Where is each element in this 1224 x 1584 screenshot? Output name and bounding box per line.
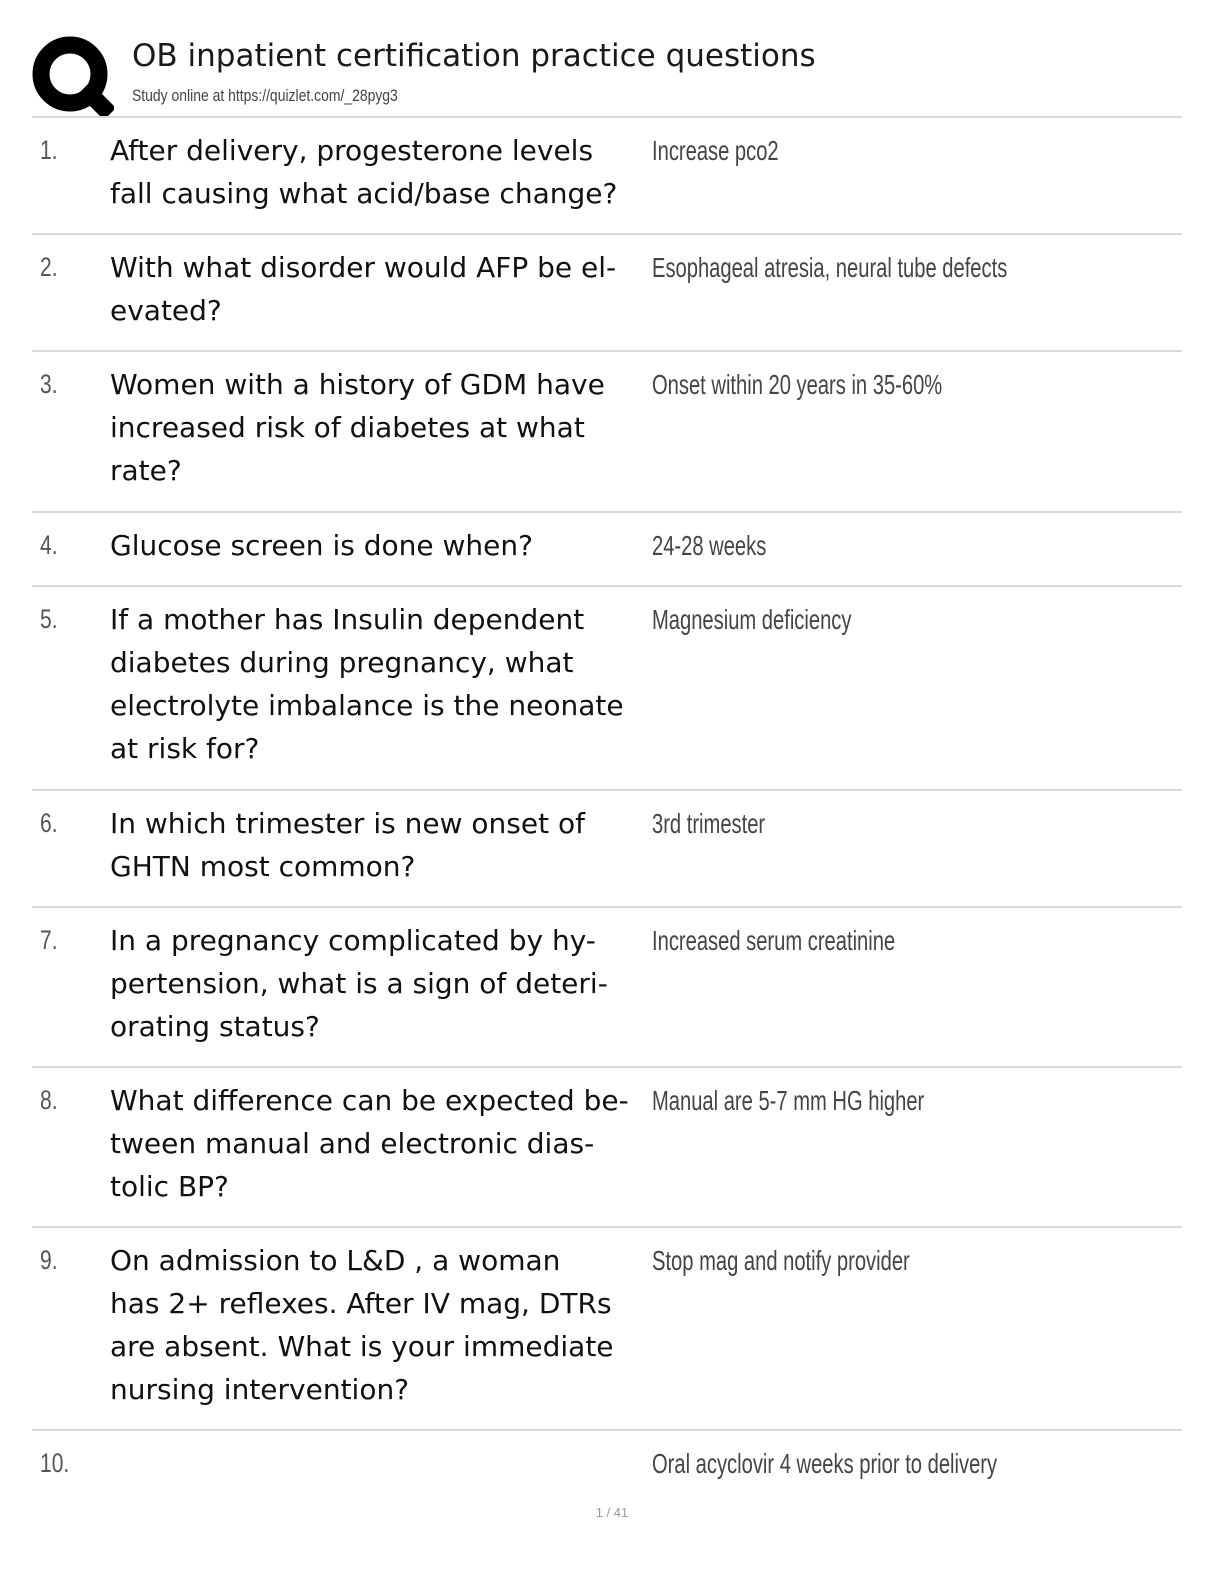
- card-term-line: rate?: [110, 454, 182, 487]
- page-header: [32, 32, 1182, 116]
- card-definition: Esophageal atresia, neural tube defects: [652, 252, 1008, 283]
- card-term-line: fall causing what acid/base change?: [110, 177, 618, 210]
- card-definition: Magnesium deficiency: [652, 604, 852, 635]
- card-term-line: In which trimester is new onset of: [110, 807, 585, 840]
- card-number: 5.: [40, 604, 58, 634]
- card-divider: [32, 789, 1182, 791]
- card-term-line: In a pregnancy complicated by hy-: [110, 924, 596, 957]
- card-term-line: Glucose screen is done when?: [110, 529, 533, 562]
- card-divider: [32, 511, 1182, 513]
- card-divider: [32, 233, 1182, 235]
- card-term: [110, 802, 650, 888]
- card-number: 1.: [40, 135, 58, 165]
- card-term-line: Women with a history of GDM have: [110, 368, 605, 401]
- card-definition: Increased serum creatinine: [652, 925, 896, 956]
- card-number: 9.: [40, 1245, 58, 1275]
- card-term-line: evated?: [110, 294, 222, 327]
- card-definition: Increase pco2: [652, 135, 779, 166]
- card-term-line: increased risk of diabetes at what: [110, 411, 585, 444]
- card-term: [110, 1239, 650, 1411]
- card-term: [110, 524, 650, 567]
- card-term-line: diabetes during pregnancy, what: [110, 646, 574, 679]
- card-term-line: What difference can be expected be-: [110, 1084, 629, 1117]
- card-term: [110, 246, 650, 332]
- study-online-link[interactable]: Study online at https://quizlet.com/_28pyg3: [132, 86, 398, 105]
- quizlet-logo-icon: [32, 36, 114, 116]
- card-divider: [32, 906, 1182, 908]
- card-term-line: If a mother has Insulin dependent: [110, 603, 585, 636]
- card-term-line: orating status?: [110, 1010, 320, 1043]
- card-divider: [32, 1226, 1182, 1228]
- card-divider: [32, 116, 1182, 118]
- page-indicator: 1 / 41: [595, 1505, 629, 1520]
- card-number: 3.: [40, 369, 58, 399]
- card-term: [110, 919, 650, 1048]
- card-term-line: pertension, what is a sign of deteri-: [110, 967, 608, 1000]
- card-number: 4.: [40, 530, 58, 560]
- card-number: 7.: [40, 925, 58, 955]
- card-divider: [32, 1066, 1182, 1068]
- card-definition: Onset within 20 years in 35-60%: [652, 369, 943, 400]
- card-term-line: nursing intervention?: [110, 1373, 410, 1406]
- card-term-line: at risk for?: [110, 732, 260, 765]
- card-divider: [32, 585, 1182, 587]
- card-number: 8.: [40, 1085, 58, 1115]
- card-number: 10.: [40, 1448, 70, 1478]
- card-term: [110, 363, 650, 492]
- card-definition: Manual are 5-7 mm HG higher: [652, 1085, 925, 1116]
- card-term-line: tolic BP?: [110, 1170, 229, 1203]
- card-term-line: With what disorder would AFP be el-: [110, 251, 617, 284]
- card-term-line: are absent. What is your immediate: [110, 1330, 614, 1363]
- card-definition: 3rd trimester: [652, 808, 766, 839]
- page-title: OB inpatient certification practice questions: [132, 38, 816, 74]
- card-term: [110, 129, 650, 215]
- card-definition: Stop mag and notify provider: [652, 1245, 910, 1276]
- card-term: [110, 1079, 650, 1208]
- card-number: 2.: [40, 252, 58, 282]
- card-divider: [32, 350, 1182, 352]
- card-term-line: GHTN most common?: [110, 850, 416, 883]
- card-divider: [32, 1429, 1182, 1431]
- card-definition: Oral acyclovir 4 weeks prior to delivery: [652, 1448, 998, 1479]
- card-definition: 24-28 weeks: [652, 530, 767, 561]
- card-term-line: On admission to L&D , a woman: [110, 1244, 561, 1277]
- card-term-line: tween manual and electronic dias-: [110, 1127, 595, 1160]
- card-term: [110, 598, 650, 770]
- card-term-line: has 2+ reflexes. After IV mag, DTRs: [110, 1287, 612, 1320]
- card-term-line: electrolyte imbalance is the neonate: [110, 689, 624, 722]
- card-number: 6.: [40, 808, 58, 838]
- card-term-line: After delivery, progesterone levels: [110, 134, 594, 167]
